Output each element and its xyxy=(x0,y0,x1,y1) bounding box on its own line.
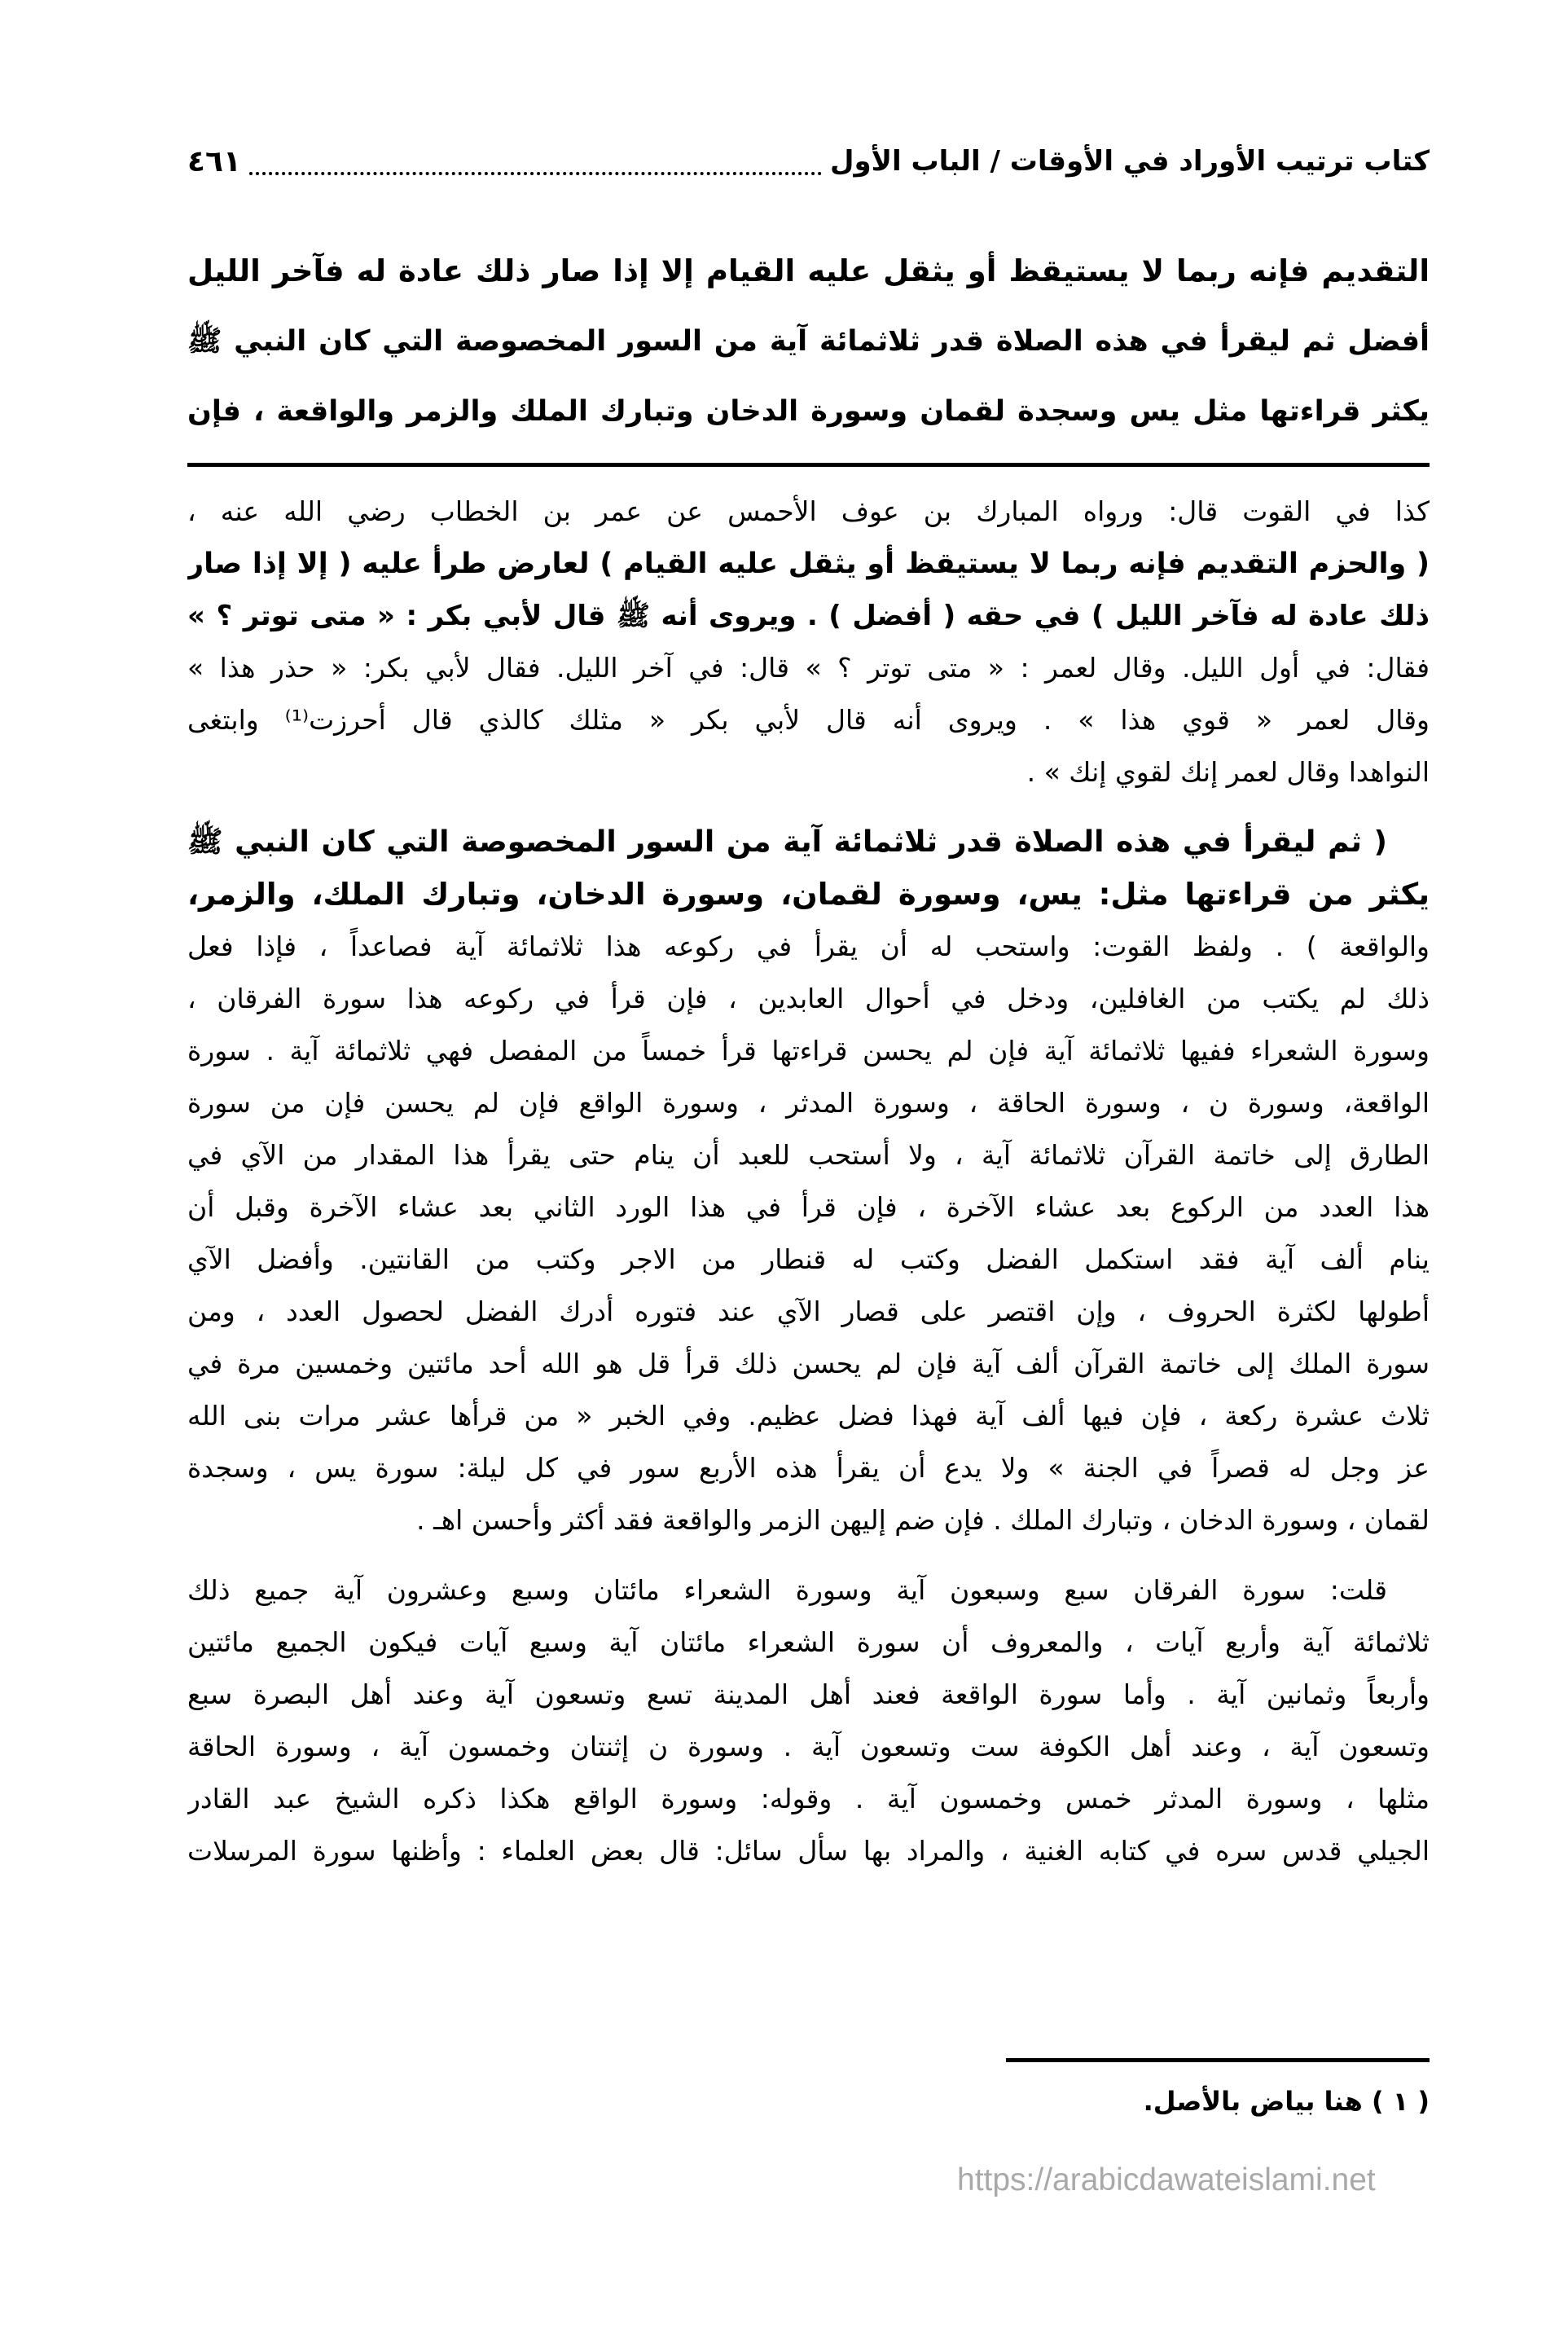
main-text-divider xyxy=(187,463,1430,467)
commentary-line: عز وجل له قصراً في الجنة » ولا يدع أن يقرأ هذه الأربع سور في كل ليلة: سورة يس ، وسجدة xyxy=(187,1452,1430,1484)
commentary-line: هذا العدد من الركوع بعد عشاء الآخرة ، فإن قرأ في هذا الورد الثاني بعد عشاء الآخرة وقبل أن xyxy=(187,1191,1430,1223)
running-header xyxy=(187,137,1430,186)
main-text-block xyxy=(187,236,1430,446)
commentary-line: وسورة الشعراء ففيها ثلاثمائة آية فإن لم يحسن قراءتها قرأ خمساً من المفصل فهي ثلاثمائة آية . سورة xyxy=(187,1035,1430,1067)
commentary-line: سورة الملك إلى خاتمة القرآن ألف آية فإن لم يحسن ذلك قرأ قل هو الله أحد مائتين وخمسين مرة في xyxy=(187,1348,1430,1379)
commentary-line: الواقعة، وسورة ن ، وسورة الحاقة ، وسورة المدثر ، وسورة الواقع فإن لم يحسن فإن من سورة xyxy=(187,1087,1430,1119)
commentary-line: الجيلي قدس سره في كتابه الغنية ، والمراد بها سأل سائل: قال بعض العلماء : وأظنها سورة المرسلات xyxy=(187,1835,1430,1867)
commentary-line-quoted: يكثر من قراءتها مثل: يس، وسورة لقمان، وسورة الدخان، وتبارك الملك، والزمر، xyxy=(187,877,1430,912)
commentary-line: كذا في القوت قال: ورواه المبارك بن عوف الأحمس عن عمر بن الخطاب رضي الله عنه ، xyxy=(187,495,1430,527)
commentary-line-quoted: ( والحزم التقديم فإنه ربما لا يستيقظ أو يثقل عليه القيام ) لعارض طرأ عليه ( إلا إذا صار xyxy=(187,548,1430,580)
commentary-paragraph-2 xyxy=(187,816,1430,1546)
commentary-line: ذلك لم يكتب من الغافلين، ودخل في أحوال العابدين ، فإن قرأ في ركوعه هذا سورة الفرقان ، xyxy=(187,983,1430,1014)
paragraph-gap xyxy=(187,1546,1430,1564)
commentary-line: وقال لعمر « قوي هذا » . ويروى أنه قال لأبي بكر « مثلك كالذي قال أحرزت⁽¹⁾ وابتغى xyxy=(187,704,1430,736)
commentary-block xyxy=(187,486,1430,1877)
commentary-line: مثلها ، وسورة المدثر خمس وخمسون آية . وقوله: وسورة الواقع هكذا ذكره الشيخ عبد القادر xyxy=(187,1783,1430,1815)
commentary-line-quoted: ذلك عادة له فآخر الليل ) في حقه ( أفضل ) . ويروى أنه ﷺ قال لأبي بكر : « متى توتر ؟ » xyxy=(187,600,1430,632)
commentary-paragraph-1 xyxy=(187,486,1430,798)
commentary-line: فقال: في أول الليل. وقال لعمر : « متى توتر ؟ » قال: في آخر الليل. فقال لأبي بكر: « حذر هذا » xyxy=(187,652,1430,684)
leader-dots xyxy=(249,147,822,175)
main-text-line: يكثر قراءتها مثل يس وسجدة لقمان وسورة الدخان وتبارك الملك والزمر والواقعة ، فإن xyxy=(187,395,1430,428)
main-text-line: التقديم فإنه ربما لا يستيقظ أو يثقل عليه القيام إلا إذا صار ذلك عادة له فآخر الليل xyxy=(187,253,1430,288)
commentary-line: ثلاث عشرة ركعة ، فإن فيها ألف آية فهذا فضل عظيم. وفي الخبر « من قرأها عشر مرات بنى الله xyxy=(187,1400,1430,1432)
commentary-line: وتسعون آية ، وعند أهل الكوفة ست وتسعون آية . وسورة ن إثنتان وخمسون آية ، وسورة الحاقة xyxy=(187,1731,1430,1762)
footnote: ( ١ ) هنا بياض بالأصل. xyxy=(1143,2086,1430,2117)
commentary-line: لقمان ، وسورة الدخان ، وتبارك الملك . فإن ضم إليهن الزمر والواقعة فقد أكثر وأحسن اهـ . xyxy=(416,1504,1430,1536)
paragraph-gap xyxy=(187,798,1430,816)
commentary-line-quoted: ( ثم ليقرأ في هذه الصلاة قدر ثلاثمائة آية من السور المخصوصة التي كان النبي ﷺ xyxy=(187,825,1387,859)
commentary-paragraph-3 xyxy=(187,1564,1430,1877)
book-page xyxy=(187,0,1430,2349)
watermark-url: https://arabicdawateislami.net xyxy=(957,2162,1376,2197)
commentary-line: ثلاثمائة آية وأربع آيات ، والمعروف أن سورة الشعراء مائتان آية وسبع آيات فيكون الجميع مائتين xyxy=(187,1626,1430,1658)
commentary-line: قلت: سورة الفرقان سبع وسبعون آية وسورة الشعراء مائتان وسبع وعشرون آية جميع ذلك xyxy=(187,1574,1387,1606)
main-text-line: أفضل ثم ليقرأ في هذه الصلاة قدر ثلاثمائة آية من السور المخصوصة التي كان النبي ﷺ xyxy=(187,325,1430,358)
page-number: ٤٦١ xyxy=(187,144,241,178)
commentary-line: ينام ألف آية فقد استكمل الفضل وكتب له قنطار من الاجر وكتب من القانتين. وأفضل الآي xyxy=(187,1243,1430,1275)
commentary-line: وأربعاً وثمانين آية . وأما سورة الواقعة فعند أهل المدينة تسع وتسعون آية وعند أهل البصرة سبع xyxy=(187,1678,1430,1710)
commentary-line: النواهدا وقال لعمر إنك لقوي إنك » . xyxy=(1026,756,1430,788)
commentary-line: والواقعة ) . ولفظ القوت: واستحب له أن يقرأ في ركوعه هذا ثلاثمائة آية فصاعداً ، فإذا فعل xyxy=(187,930,1430,962)
footnote-divider xyxy=(1006,2058,1430,2062)
commentary-line: أطولها لكثرة الحروف ، وإن اقتصر على قصار الآي عند فتوره أدرك الفضل لحصول العدد ، ومن xyxy=(187,1295,1430,1327)
commentary-line: الطارق إلى خاتمة القرآن ثلاثمائة آية ، ولا أستحب للعبد أن ينام حتى يقرأ هذا المقدار من الآي في xyxy=(187,1139,1430,1171)
running-header-title: كتاب ترتيب الأوراد في الأوقات / الباب الأول xyxy=(830,145,1430,178)
